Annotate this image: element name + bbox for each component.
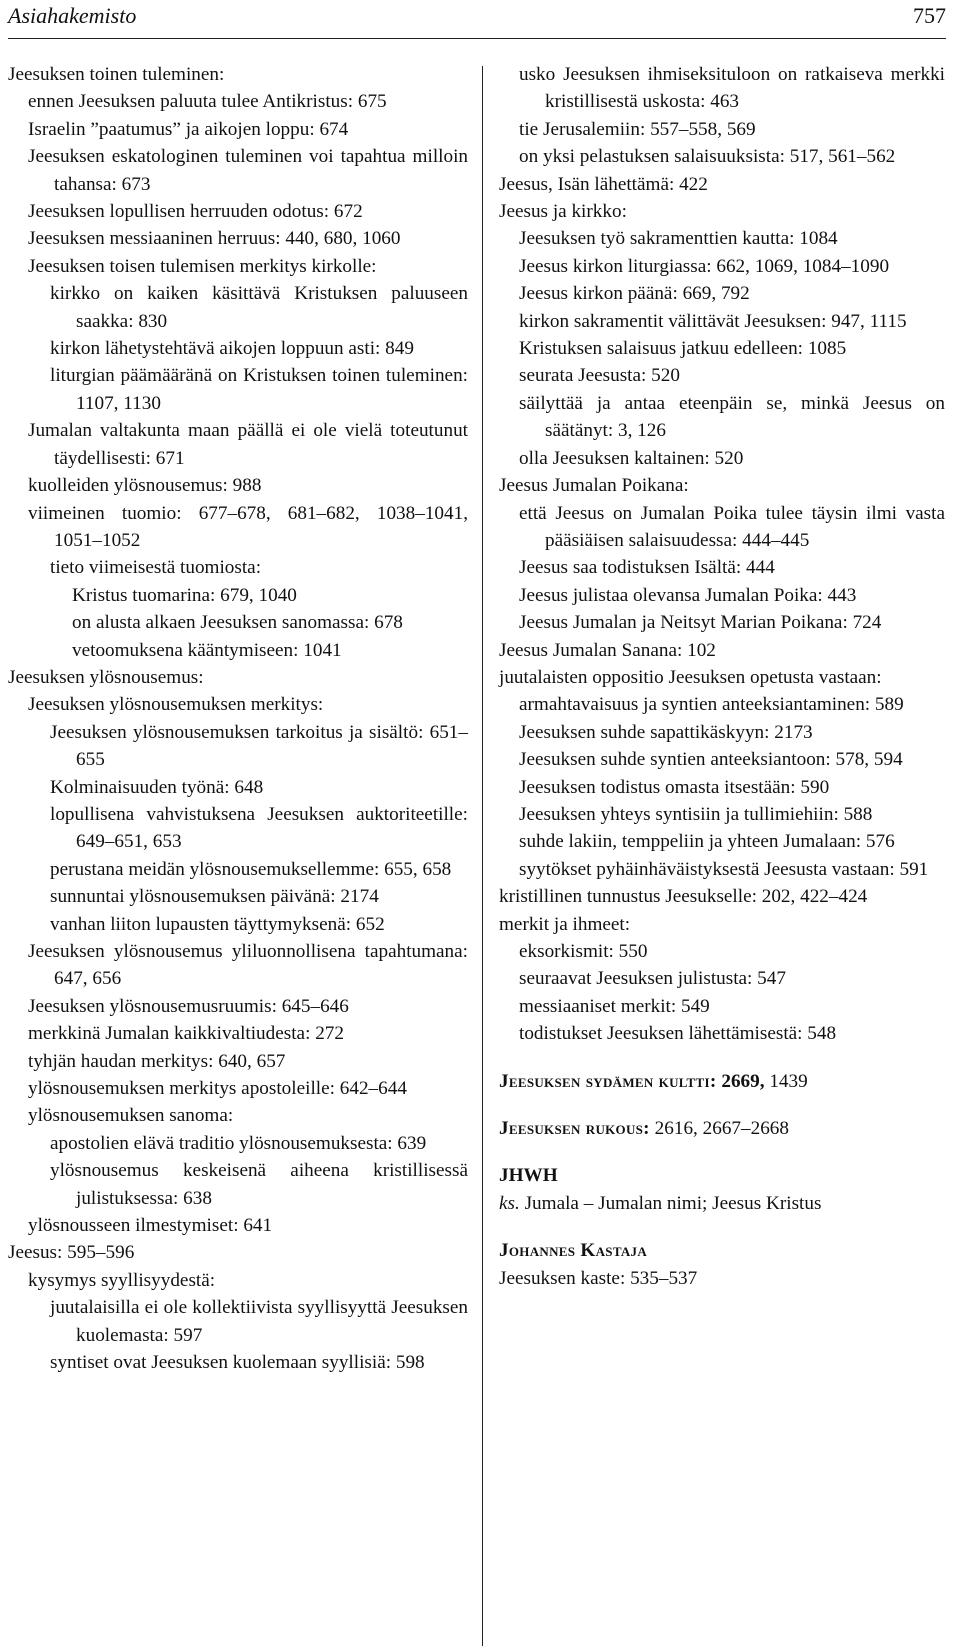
index-entry: viimeinen tuomio: 677–678, 681–682, 1038–1041, 1051–1052 — [28, 502, 468, 551]
headword-refs: 2616, 2667–2668 — [654, 1118, 789, 1140]
index-entry: Jeesuksen kaste: 535–537 — [499, 1267, 698, 1289]
index-entry: Jeesuksen ylösnousemusruumis: 645–646 — [28, 995, 349, 1017]
column-divider — [482, 66, 483, 1646]
index-entry: ylösnousemuksen sanoma: — [28, 1105, 234, 1127]
right-column-entries — [499, 61, 945, 1048]
headword-sydamen-kultti — [499, 1068, 945, 1095]
index-entry: olla Jeesuksen kaltainen: 520 — [519, 447, 744, 469]
index-entry: kirkon sakramentit välittävät Jeesuksen: 947, 1115 — [519, 310, 907, 332]
index-entry: Jeesus ja kirkko: — [499, 201, 627, 223]
index-entry: ylösnousemus keskeisenä aiheena kristillisessä julistuksessa: 638 — [50, 1160, 468, 1209]
index-entry: merkit ja ihmeet: — [499, 913, 631, 935]
index-entry: että Jeesus on Jumalan Poika tulee täysin ilmi vasta pääsiäisen salaisuudessa: 444–445 — [519, 502, 945, 551]
index-entry: Jeesus Jumalan ja Neitsyt Marian Poikana: 724 — [519, 612, 882, 634]
index-entry: liturgian päämääränä on Kristuksen toinen tuleminen: 1107, 1130 — [50, 365, 468, 414]
index-entry: Kristus tuomarina: 679, 1040 — [72, 584, 297, 606]
index-entry: Jeesus kirkon liturgiassa: 662, 1069, 1084–1090 — [519, 255, 890, 277]
index-entry: eksorkismit: 550 — [519, 941, 648, 962]
index-entry: Kristuksen salaisuus jatkuu edelleen: 1085 — [519, 338, 847, 360]
index-entry: kirkko on kaiken käsittävä Kristuksen paluuseen saakka: 830 — [50, 283, 468, 332]
running-header-title: Asiahakemisto — [8, 3, 137, 28]
cross-reference — [499, 1190, 945, 1217]
page-number: 757 — [913, 3, 946, 28]
index-entry: armahtavaisuus ja syntien anteeksiantaminen: 589 — [519, 694, 904, 716]
left-column — [8, 61, 468, 1377]
index-entry: ennen Jeesuksen paluuta tulee Antikristus: 675 — [28, 91, 387, 113]
index-entry: Jeesuksen lopullisen herruuden odotus: 672 — [28, 201, 363, 223]
index-entry: Jumalan valtakunta maan päällä ei ole vielä toteutunut täydellisesti: 671 — [28, 420, 468, 469]
index-entry: usko Jeesuksen ihmiseksituloon on ratkaiseva merkki kristillisestä uskosta: 463 — [519, 64, 945, 113]
index-entry: Jeesuksen ylösnousemus yliluonnollisena tapahtumana: 647, 656 — [28, 941, 468, 990]
headword-jhwh: JHWH — [499, 1165, 558, 1187]
headword-title: Jeesuksen sydämen kultti: — [499, 1070, 717, 1092]
index-entry: seurata Jeesusta: 520 — [519, 365, 680, 387]
index-entry: Jeesuksen toinen tuleminen: — [8, 64, 225, 85]
index-entry: kristillinen tunnustus Jeesukselle: 202, 422–424 — [499, 886, 868, 908]
index-entry: Jeesuksen toisen tulemisen merkitys kirkolle: — [28, 255, 377, 277]
index-entry: on alusta alkaen Jeesuksen sanomassa: 678 — [72, 612, 403, 634]
index-entry: ylösnousemuksen merkitys apostoleille: 642–644 — [28, 1078, 407, 1100]
index-entry: on yksi pelastuksen salaisuuksista: 517, 561–562 — [519, 146, 896, 168]
index-entry: todistukset Jeesuksen lähettämisestä: 548 — [519, 1023, 837, 1045]
index-entry: Jeesuksen ylösnousemuksen tarkoitus ja sisältö: 651–655 — [50, 721, 468, 771]
index-entry: Jeesus Jumalan Sanana: 102 — [499, 639, 716, 661]
index-entry: Jeesuksen työ sakramenttien kautta: 1084 — [519, 228, 838, 250]
index-entry: perustana meidän ylösnousemuksellemme: 655, 658 — [50, 858, 452, 880]
index-entry: vanhan liiton lupausten täyttymyksenä: 652 — [50, 913, 385, 935]
index-entry: vetoomuksena kääntymiseen: 1041 — [72, 639, 342, 661]
index-entry: lopullisena vahvistuksena Jeesuksen auktoriteetille: 649–651, 653 — [50, 803, 468, 853]
index-entry: seuraavat Jeesuksen julistusta: 547 — [519, 968, 786, 990]
index-entry: Jeesuksen todistus omasta itsestään: 590 — [519, 776, 830, 798]
index-entry: tieto viimeisestä tuomiosta: — [50, 557, 262, 579]
index-entry: Jeesus saa todistuksen Isältä: 444 — [519, 557, 775, 579]
index-entry: Jeesuksen suhde syntien anteeksiantoon: 578, 594 — [519, 749, 903, 771]
index-entry: Jeesus kirkon päänä: 669, 792 — [519, 283, 750, 305]
headword-refs: 1439 — [769, 1070, 808, 1092]
index-entry: kirkon lähetystehtävä aikojen loppuun asti: 849 — [50, 338, 414, 360]
headword-title: Jeesuksen rukous: — [499, 1118, 650, 1140]
index-entry: Jeesuksen suhde sapattikäskyyn: 2173 — [519, 721, 813, 743]
see-target: Jumala – Jumalan nimi; Jeesus Kristus — [524, 1192, 822, 1214]
index-entry: tie Jerusalemiin: 557–558, 569 — [519, 118, 756, 140]
index-entry: suhde lakiin, temppeliin ja yhteen Jumalaan: 576 — [519, 831, 895, 853]
index-entry: Jeesus: 595–596 — [8, 1242, 135, 1264]
index-entry: säilyttää ja antaa eteenpäin se, minkä Jeesus on säätänyt: 3, 126 — [519, 392, 945, 442]
index-entry: juutalaisilla ei ole kollektiivista syyllisyyttä Jeesuksen kuolemasta: 597 — [50, 1297, 468, 1346]
index-entry: Jeesus julistaa olevansa Jumalan Poika: 443 — [519, 584, 857, 606]
see-abbreviation: ks. — [499, 1192, 520, 1214]
index-entry: messiaaniset merkit: 549 — [519, 995, 710, 1017]
headword-johannes-kastaja: Johannes Kastaja — [499, 1240, 648, 1262]
index-entry: kysymys syyllisyydestä: — [28, 1269, 216, 1291]
right-column — [499, 61, 945, 1292]
headword-ref-bold: 2669, — [721, 1070, 765, 1092]
index-entry: ylösnousseen ilmestymiset: 641 — [28, 1215, 273, 1237]
index-entry: apostolien elävä traditio ylösnousemuksesta: 639 — [50, 1132, 427, 1154]
index-entry: merkkinä Jumalan kaikkivaltiudesta: 272 — [28, 1023, 344, 1045]
index-entry: Jeesus, Isän lähettämä: 422 — [499, 173, 708, 195]
index-entry: juutalaisten oppositio Jeesuksen opetusta vastaan: — [499, 666, 882, 688]
index-entry: Jeesuksen yhteys syntisiin ja tullimiehiin: 588 — [519, 803, 873, 825]
index-entry: Israelin ”paatumus” ja aikojen loppu: 674 — [28, 118, 349, 140]
headword-rukous — [499, 1115, 945, 1142]
index-entry: Jeesuksen ylösnousemus: — [8, 666, 204, 688]
index-entry: kuolleiden ylösnousemus: 988 — [28, 475, 262, 497]
index-entry: syytökset pyhäinhäväistyksestä Jeesusta vastaan: 591 — [519, 858, 929, 880]
index-entry: Jeesuksen ylösnousemuksen merkitys: — [28, 694, 324, 716]
index-entry: Jeesus Jumalan Poikana: — [499, 475, 689, 497]
header-rule — [8, 38, 946, 39]
index-entry: Jeesuksen messiaaninen herruus: 440, 680, 1060 — [28, 228, 401, 250]
index-entry: Jeesuksen eskatologinen tuleminen voi tapahtua milloin tahansa: 673 — [28, 146, 468, 195]
index-entry: tyhjän haudan merkitys: 640, 657 — [28, 1050, 286, 1072]
index-entry: syntiset ovat Jeesuksen kuolemaan syyllisiä: 598 — [50, 1352, 425, 1374]
index-entry: Kolminaisuuden työnä: 648 — [50, 776, 264, 798]
index-entry: sunnuntai ylösnousemuksen päivänä: 2174 — [50, 886, 379, 908]
